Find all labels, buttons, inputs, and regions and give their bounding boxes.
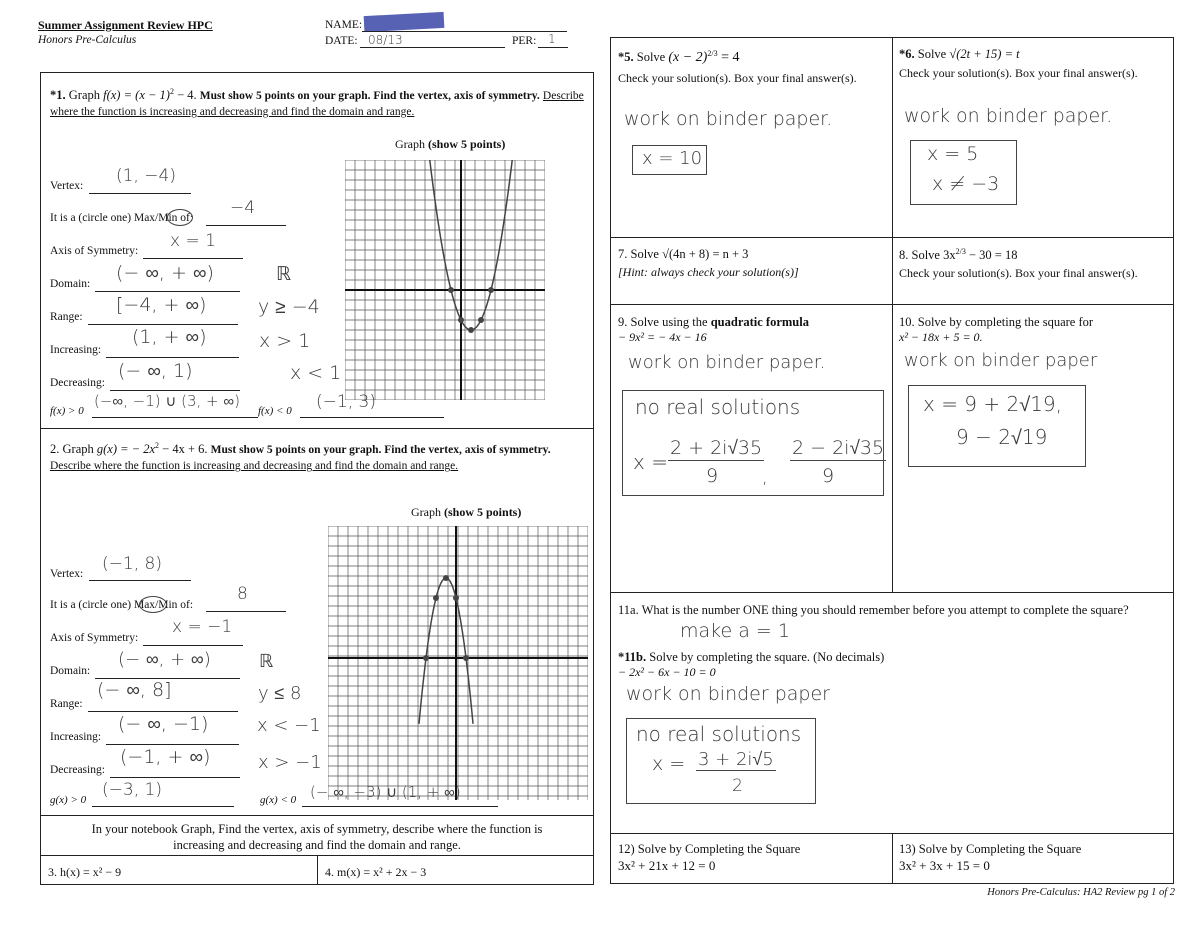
p1-inc-label: Increasing: — [50, 344, 102, 356]
p11a-prompt: 11a. What is the number ONE thing you should remember before you attempt to complete the square? — [618, 603, 1129, 617]
p9-x-label: x = — [633, 450, 668, 474]
p1-domain-answer: (− ∞, + ∞) — [116, 262, 214, 284]
p9-prompt: 9. Solve using the quadratic formula — [618, 315, 809, 329]
p2-domain-label: Domain: — [50, 665, 91, 677]
page-footer: Honors Pre-Calculus: HA2 Review pg 1 of 2 — [987, 887, 1175, 898]
right-col-split-bottom — [892, 833, 893, 884]
p9-numerator-1: 2 + 2i√35 — [670, 437, 763, 459]
p2-divider — [40, 815, 594, 816]
p2-pos-label: g(x) > 0 — [50, 794, 87, 806]
graph-point — [463, 655, 469, 661]
p2-dec-note: x > −1 — [258, 752, 322, 773]
p1-graph-title: Graph (show 5 points) — [395, 137, 506, 151]
p1-range-label: Range: — [50, 311, 83, 323]
p11a-answer: make a = 1 — [680, 620, 790, 642]
per-value: 1 — [548, 32, 556, 46]
p10-equation: x² − 18x + 5 = 0. — [899, 330, 983, 344]
p1-dec-line — [110, 390, 240, 391]
p2-vertex-label: Vertex: — [50, 568, 84, 580]
date-value: 08/13 — [368, 33, 403, 47]
graph-point — [433, 595, 439, 601]
p5-work: work on binder paper. — [624, 108, 833, 130]
p1-axis-line — [143, 258, 243, 259]
p1-inc-note: x > 1 — [259, 330, 311, 352]
row-divider-4 — [610, 833, 1174, 834]
p2-inc-note: x < −1 — [257, 715, 321, 736]
p2-domain-note: ℝ — [259, 651, 274, 672]
p1-maxmin-line — [206, 225, 286, 226]
p9-no-real: no real solutions — [635, 395, 801, 419]
p2-neg-line — [302, 806, 498, 807]
p1-range-answer: [−4, + ∞) — [116, 294, 207, 316]
graph-point — [478, 317, 484, 323]
p2-maxmin-label: It is a (circle one) Max/Min of: — [50, 599, 194, 611]
graph-point — [443, 575, 449, 581]
p2-range-line — [88, 711, 238, 712]
p2-range-note: y ≤ 8 — [258, 683, 302, 704]
row-divider-1 — [610, 237, 1174, 238]
p1-axis-answer: x = 1 — [170, 231, 216, 251]
name-scribble — [364, 12, 445, 32]
p9-denominator-2: 9 — [822, 465, 835, 487]
p2-prompt: 2. Graph g(x) = − $2x^2 - 4x + 6$. Must show 5 points on your graph. Find the vertex, axis of symmetry. Describe where the function is increasing and decreasing and find the domain and range. — [50, 441, 551, 473]
date-line — [360, 47, 505, 48]
p2-dec-label: Decreasing: — [50, 764, 105, 776]
p6-answer-2: x ≠ −3 — [932, 173, 1000, 195]
p2-max-circle — [139, 596, 167, 613]
p6-check: Check your solution(s). Box your final answer(s). — [899, 66, 1138, 80]
p1-domain-label: Domain: — [50, 278, 91, 290]
p7-prompt: 7. Solve √(4n + 8) = n + 3 — [618, 247, 749, 261]
name-label: NAME: — [325, 19, 363, 31]
p1-pos-line — [92, 417, 258, 418]
p2-domain-answer: (− ∞, + ∞) — [118, 649, 211, 670]
p12-prompt: 12) Solve by Completing the Square — [618, 842, 801, 856]
p1-neg-answer: (−1, 3) — [316, 392, 376, 412]
graph-point — [453, 595, 459, 601]
p8-check: Check your solution(s). Box your final answer(s). — [899, 266, 1138, 280]
p1-range-line — [88, 324, 238, 325]
p2-graph-title: Graph (show 5 points) — [411, 505, 522, 519]
p1-graph — [345, 160, 545, 400]
date-label: DATE: — [325, 35, 358, 47]
p10-prompt: 10. Solve by completing the square for — [899, 315, 1094, 329]
p1-maxmin-answer: −4 — [230, 198, 256, 218]
p1-pos-answer: (−∞, −1) ∪ (3, + ∞) — [94, 392, 240, 410]
p4-text: 4. m(x) = x² + 2x − 3 — [325, 865, 427, 879]
p11b-x-label: x = — [652, 753, 686, 775]
p6-work: work on binder paper. — [904, 105, 1113, 127]
p2-pos-line — [92, 806, 234, 807]
p2-neg-label: g(x) < 0 — [260, 794, 297, 806]
p9-comma: , — [762, 467, 768, 488]
p6-answer-1: x = 5 — [927, 143, 979, 165]
p9-equation: − 9x² = − 4x − 16 — [618, 330, 707, 344]
p10-answer-1: x = 9 + 2√19, — [923, 392, 1063, 416]
p2-dec-line — [110, 777, 240, 778]
p2-graph — [328, 526, 588, 800]
p9-work: work on binder paper. — [628, 352, 826, 373]
p2-inc-label: Increasing: — [50, 731, 102, 743]
p2-axis-line — [143, 645, 243, 646]
p1-inc-answer: (1, + ∞) — [132, 326, 207, 348]
p2-range-label: Range: — [50, 698, 83, 710]
p5-answer: x = 10 — [642, 148, 703, 169]
name-line — [362, 31, 567, 32]
p2-axis-label: Axis of Symmetry: — [50, 632, 139, 644]
notebook-split — [317, 855, 318, 885]
p2-dec-answer: (−1, + ∞) — [120, 746, 211, 768]
p11b-denominator: 2 — [732, 776, 743, 796]
p11b-no-real: no real solutions — [636, 722, 802, 746]
per-line — [538, 47, 568, 48]
p11b-prompt: *11b. Solve by completing the square. (No decimals) — [618, 650, 885, 664]
p11b-equation: − 2x² − 6x − 10 = 0 — [618, 665, 716, 679]
per-label: PER: — [512, 35, 537, 47]
graph-point — [458, 317, 464, 323]
p6-prompt: *6. Solve √(2t + 15) = t — [899, 47, 1020, 61]
p2-maxmin-answer: 8 — [237, 584, 248, 604]
p7-hint: [Hint: always check your solution(s)] — [618, 265, 799, 279]
p11b-numerator: 3 + 2i√5 — [698, 749, 774, 770]
p8-prompt: 8. Solve $3x^{2/3} - 30 = 18$ — [899, 247, 1018, 263]
graph-point — [423, 655, 429, 661]
p5-check: Check your solution(s). Box your final answer(s). — [618, 71, 857, 85]
p1-vertex-label: Vertex: — [50, 180, 84, 192]
graph-point — [468, 327, 474, 333]
p2-axis-answer: x = −1 — [172, 617, 233, 637]
p2-pos-answer: (−3, 1) — [102, 780, 162, 800]
p2-neg-answer: (− ∞, −3) ∪ (1, + ∞) — [310, 783, 461, 801]
p1-neg-label: f(x) < 0 — [258, 405, 292, 417]
row-divider-3 — [610, 592, 1174, 593]
p1-dec-answer: (− ∞, 1) — [118, 360, 193, 382]
p1-domain-note: ℝ — [276, 263, 292, 285]
doc-title: Summer Assignment Review HPC — [38, 18, 213, 32]
p13-prompt: 13) Solve by Completing the Square — [899, 842, 1082, 856]
p1-divider — [40, 428, 594, 429]
doc-subtitle: Honors Pre-Calculus — [38, 34, 137, 46]
graph-point — [488, 287, 494, 293]
p2-inc-answer: (− ∞, −1) — [118, 713, 209, 735]
p1-pos-label: f(x) > 0 — [50, 405, 84, 417]
p10-work: work on binder paper — [904, 350, 1098, 371]
p1-min-circle — [167, 209, 193, 226]
p1-inc-line — [106, 357, 239, 358]
p9-denominator-1: 9 — [706, 465, 719, 487]
p13-equation: 3x² + 3x + 15 = 0 — [899, 858, 990, 873]
p2-maxmin-line — [206, 611, 286, 612]
right-col-split-top — [892, 37, 893, 592]
p3-text: 3. h(x) = x² − 9 — [48, 865, 122, 879]
p1-neg-line — [300, 417, 444, 418]
graph-point — [448, 287, 454, 293]
p1-range-note: y ≥ −4 — [258, 296, 320, 318]
p1-vertex-line — [89, 193, 191, 194]
p9-numerator-2: 2 − 2i√35 — [792, 437, 885, 459]
p1-maxmin-label: It is a (circle one) Max/Min of: — [50, 212, 194, 224]
p10-answer-2: 9 − 2√19 — [956, 425, 1048, 449]
p2-vertex-line — [89, 580, 191, 581]
p1-prompt: *1. Graph $f(x) = (x - 1)^2 - 4$. Must show 5 points on your graph. Find the vertex, axis of symmetry. Describe where the function is increasing and decreasing and find the domain and range. — [50, 87, 584, 119]
p12-equation: 3x² + 21x + 12 = 0 — [618, 858, 716, 873]
p1-domain-line — [95, 291, 240, 292]
p1-dec-note: x < 1 — [290, 362, 342, 384]
p1-dec-label: Decreasing: — [50, 377, 105, 389]
p5-prompt: *5. Solve $(x - 2)^{2/3} = 4$ — [618, 49, 740, 66]
notebook-instructions: In your notebook Graph, Find the vertex, axis of symmetry, describe where the function is increasing and decreasing and find the domain and range. — [91, 822, 543, 852]
row-divider-2 — [610, 304, 1174, 305]
p11b-work: work on binder paper — [626, 683, 830, 705]
p2-vertex-answer: (−1, 8) — [102, 554, 162, 574]
p2-inc-line — [106, 744, 239, 745]
p1-vertex-answer: (1, −4) — [116, 166, 176, 186]
p1-axis-label: Axis of Symmetry: — [50, 245, 139, 257]
p2-range-answer: (− ∞, 8] — [97, 679, 172, 701]
